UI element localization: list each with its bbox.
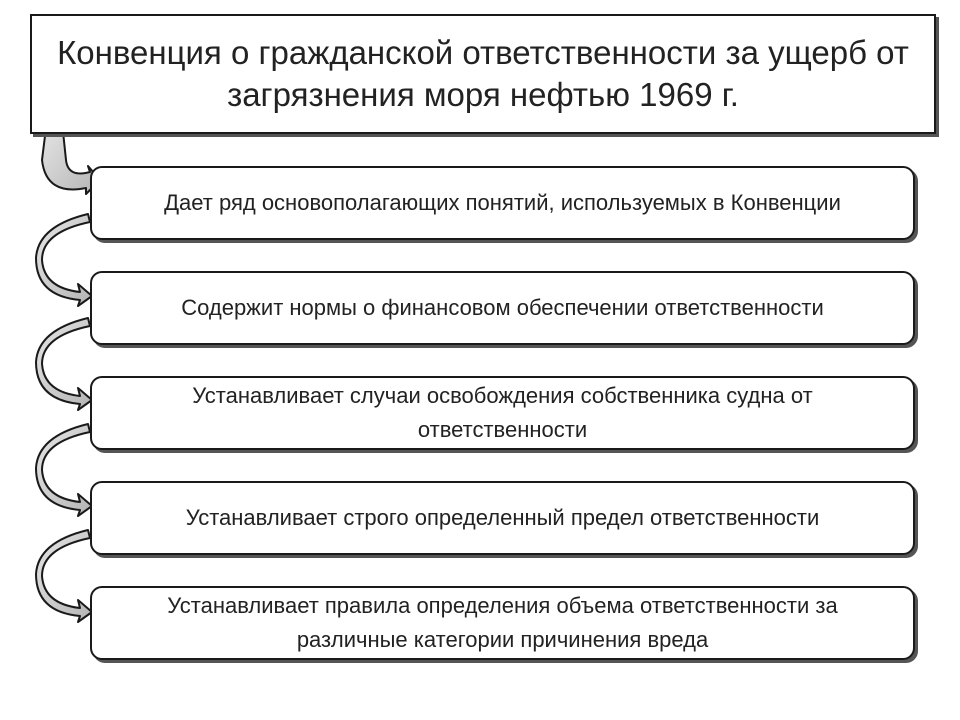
diagram-title: Конвенция о гражданской ответственности за ущерб от загрязнения моря нефтью 1969 г. [57, 34, 909, 113]
item-box-2 [90, 271, 915, 345]
curved-arrow-4 [36, 424, 92, 516]
curved-arrow-5 [36, 530, 92, 622]
item-text-2: Содержит нормы о финансовом обеспечении ответственности [181, 295, 824, 320]
item-box-3 [90, 376, 915, 450]
curved-arrow-2 [36, 214, 92, 306]
curved-arrow-3 [36, 318, 92, 410]
item-text-3: Устанавливает случаи освобождения собственника судна от ответственности [192, 383, 813, 442]
item-box-5 [90, 586, 915, 660]
title-box [30, 14, 936, 134]
item-text-1: Дает ряд основополагающих понятий, используемых в Конвенции [164, 190, 841, 215]
item-box-1 [90, 166, 915, 240]
item-text-5: Устанавливает правила определения объема ответственности за различные категории причинения вреда [167, 593, 838, 652]
item-text-4: Устанавливает строго определенный предел ответственности [185, 505, 820, 530]
item-box-4 [90, 481, 915, 555]
